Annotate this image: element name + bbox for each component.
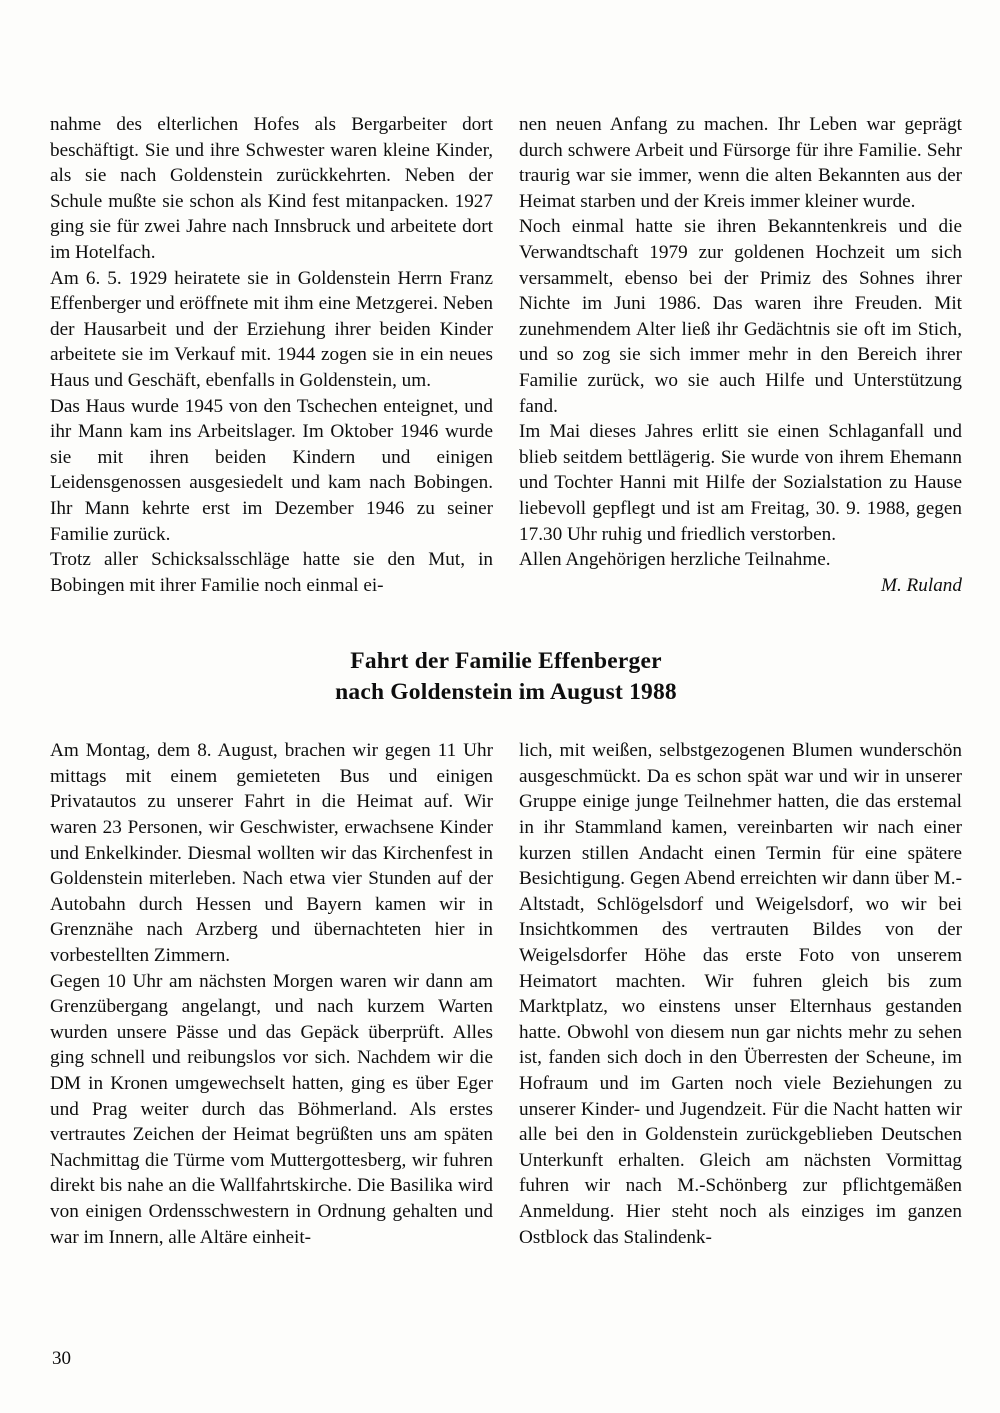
- obituary-left-column: [50, 112, 493, 598]
- paragraph: lich, mit weißen, selbstgezogenen Blumen wunderschön ausgeschmückt. Da es schon spät war und wir in unserer Gruppe einige junge Teilnehmer hatten, die das erstemal in ihr Stammland kamen, vereinbarten wir nach einer kurzen stillen Andacht einen Termin für eine spätere Besichtigung. Gegen Abend erreichten wir dann über M.-Altstadt, Schlögelsdorf und Weigelsdorf, wo wir bei Insichtkommen des vertrauten Bildes von der Weigelsdorfer Höhe das erste Foto von unserem Heimatort machten. Wir fuhren gleich bis zum Marktplatz, wo einstens unser Elternhaus gestanden hatte. Obwohl von diesem nun gar nichts mehr zu sehen ist, fanden sich doch in den Überresten der Scheune, im Hofraum und im Garten noch viele Beziehungen zu unserer Kinder- und Jugendzeit. Für die Nacht hatten wir alle bei den in Goldenstein zurückgeblieben Deutschen Unterkunft erhalten. Gleich am nächsten Vormittag fuhren wir nach M.-Schönberg zur pflichtgemäßen Anmeldung. Hier steht noch als einziges im ganzen Ostblock das Stalindenk-: [519, 740, 962, 1248]
- paragraph: Das Haus wurde 1945 von den Tschechen enteignet, und ihr Mann kam ins Arbeitslager. Im Oktober 1946 wurde sie mit ihren beiden Kindern und einigen Leidensgenossen ausgesiedelt und kam nach Bobingen. Ihr Mann kehrte erst im Dezember 1946 zu seiner Familie zurück.: [50, 395, 493, 545]
- page-content: [50, 112, 962, 1250]
- paragraph: Im Mai dieses Jahres erlitt sie einen Schlaganfall und blieb seitdem bettlägerig. Sie wurde von ihrem Ehemann und Tochter Hanni mit Hilfe der Sozialstation zu Hause liebevoll gepflegt und ist am Freitag, 30. 9. 1988, gegen 17.30 Uhr ruhig und friedlich verstorben.: [519, 421, 962, 545]
- paragraph: Gegen 10 Uhr am nächsten Morgen waren wir dann am Grenzübergang angelangt, und nach kurzem Warten wurden unsere Pässe und das Gepäck überprüft. Alles ging schnell und reibungslos vor sich. Nachdem wir die DM in Kronen umgewechselt hatten, ging es über Eger und Prag weiter durch das Böhmerland. Als erstes vertrautes Zeichen der Heimat begrüßten uns am späten Nachmittag die Türme vom Muttergottesberg, wir fuhren direkt bis nahe an die Wallfahrtskirche. Die Basilika wird von einigen Ordensschwestern in Ordnung gehalten und war im Innern, alle Altäre einheit-: [50, 970, 493, 1248]
- obituary-right-column: [519, 112, 962, 598]
- paragraph: nen neuen Anfang zu machen. Ihr Leben war geprägt durch schwere Arbeit und Fürsorge für ihre Familie. Sehr traurig war sie immer, wenn die alten Bekannten aus der Heimat starben und der Kreis immer kleiner wurde.: [519, 114, 962, 212]
- article-signature: M. Ruland: [880, 574, 962, 596]
- main-article-right-column: [519, 738, 962, 1250]
- page-number: 30: [52, 1348, 71, 1369]
- article-title-line-1: Fahrt der Familie Effenberger: [350, 648, 662, 675]
- paragraph: nahme des elterlichen Hofes als Bergarbeiter dort beschäftigt. Sie und ihre Schwester waren kleine Kinder, als sie nach Goldenstein zurückkehrten. Neben der Schule mußte sie schon als Kind fest mitanpacken. 1927 ging sie für zwei Jahre nach Innsbruck und arbeitete dort im Hotelfach.: [50, 114, 493, 263]
- paragraph: Allen Angehörigen herzliche Teilnahme.: [519, 549, 831, 571]
- paragraph: Trotz aller Schicksalsschläge hatte sie den Mut, in Bobingen mit ihrer Familie noch einmal ei-: [50, 549, 493, 596]
- obituary-article-columns: [50, 112, 962, 598]
- article-title: [50, 646, 962, 708]
- main-article-left-column: [50, 738, 493, 1250]
- paragraph: Am 6. 5. 1929 heiratete sie in Goldenstein Herrn Franz Effenberger und eröffnete mit ihm eine Metzgerei. Neben der Hausarbeit und der Erziehung ihrer beiden Kinder arbeitete sie im Verkauf mit. 1944 zogen sie in ein neues Haus und Geschäft, ebenfalls in Goldenstein, um.: [50, 267, 493, 391]
- main-article-columns: [50, 738, 962, 1250]
- paragraph: Am Montag, dem 8. August, brachen wir gegen 11 Uhr mittags mit einem gemieteten Bus und einigen Privatautos zu unserer Fahrt in die Heimat auf. Wir waren 23 Personen, wir Geschwister, erwachsene Kinder und Enkelkinder. Diesmal wollten wir das Kirchenfest in Goldenstein miterleben. Nach etwa vier Stunden auf der Autobahn durch Hessen und Bayern kamen wir in Grenznähe nach Arzberg und übernachteten hier in vorbestellten Zimmern.: [50, 740, 493, 967]
- paragraph: Noch einmal hatte sie ihren Bekanntenkreis und die Verwandtschaft 1979 zur goldenen Hochzeit um sich versammelt, ebenso bei der Primiz des Sohnes ihrer Nichte im Juni 1986. Das waren ihre Freuden. Mit zunehmendem Alter ließ ihr Gedächtnis sie oft im Stich, und so zog sie sich immer mehr in den Bereich ihrer Familie zurück, wo sie auch Hilfe und Unterstützung fand.: [519, 216, 962, 417]
- article-title-line-2: nach Goldenstein im August 1988: [335, 679, 677, 706]
